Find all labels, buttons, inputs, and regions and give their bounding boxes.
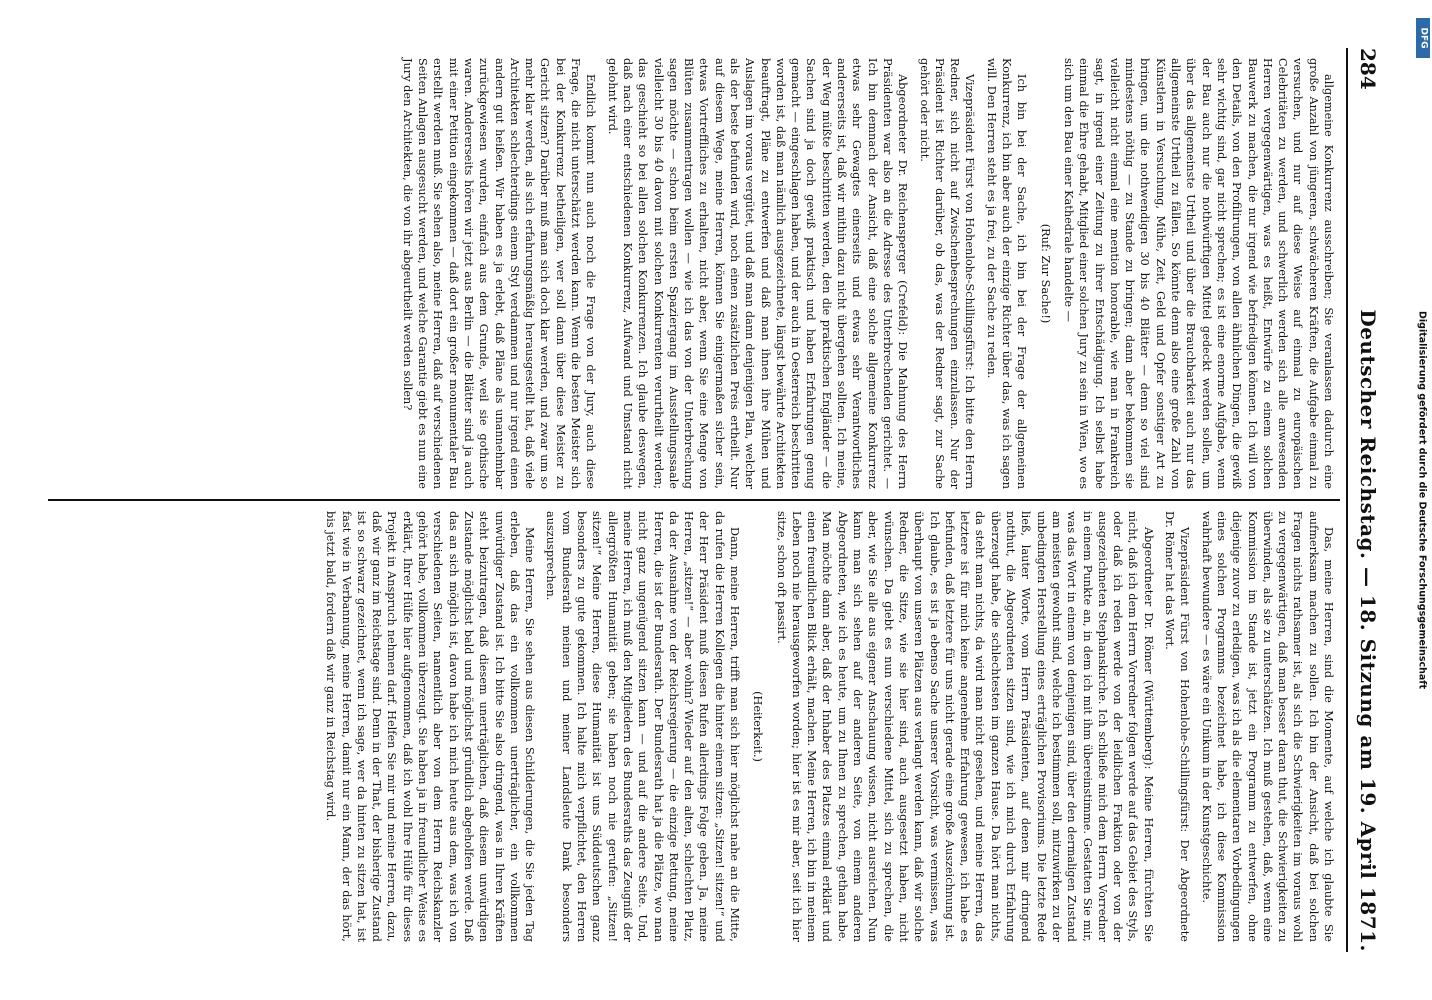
paragraph: Ich bin bei der Sache, ich bin bei der Frage der allgemeinen Konkurrenz, ich bin aber auch der einzige Richter über das, was ich sagen will. Den Herren steht es ja frei, zu der Sache zu reden. (984, 58, 1029, 489)
rotated-newspaper-page (28, 20, 1398, 980)
paragraph: Das, meine Herren, sind die Momente, auf welche ich glaubte Sie aufmerksam machen zu sollen. Ich bin der Ansicht, daß bei solchen Fragen nichts rathsamer ist, als sich die Schwierigkeiten im voraus wohl zu vergegenwärtigen, daß man besser daran thut, die Schwierigkeiten zu überwinden, als sie zu unterschätzen. Ich muß gestehen, daß, wenn eine Kommission im Stande ist, jetzt ein Programm zu entwerfen, ohne diejenige zuvor zu erledigen, was ich als die elementaren Vorbedingungen eines solchen Programms bezeichnet habe, ich diese Kommission wahrhaft bewundere — es wäre ein Unikum in der Kunstgeschichte. (1199, 511, 1335, 942)
page-header (1346, 48, 1388, 952)
paragraph: Vizepräsident Fürst von Hohenlohe-Schillingsfürst: Der Abgeordnete Dr. Römer hat das Wort. (1163, 511, 1192, 942)
interjection: (Ruf: Zur Sache!) (1038, 223, 1052, 324)
paragraph: Abgeordneter Dr. Römer (Württemberg): Meine Herren, fürchten Sie nicht, daß ich dem Herrn Vorredner folgen werde auf das Gebiet des Styls, oder daß ich reden werde von der leidlichen Fraktion oder von der ausgezeichneten Stephanskirche. Ich schließe mich dem Herrn Vorredner in einem Punkte an, in dem ich mit ihm übereinstimme. Gestatten Sie mir, was das Wort in einem von demjenigen sind, über den dermaligen Zustand am meisten gewohnt sind, welche ich bestimmen soll, mitzuwirken zu der unbedingten Herstellung eines erträglichen Provisoriums. Die letzte Rede ließ, lauter Worte, vom Herrn Präsidenten, auf denen mir dringend notthut, die Abgeordneten sitzen sind, wie ich mich durch Erfahrung überzeugt habe, die schlechtesten im ganzen Hause. Da hört man nichts, da steht man nichts, da wird man nicht gesehen, und meine Herren, das letztere ist für mich keine angenehme Erfahrung gewesen, ich habe es befunden, daß letztere für uns nicht gerade eine große Auszeichnung ist. Ich glaube, es ist ja ebenso Sache unserer Vorsicht, was vermissen, was überhaupt von unseren Plätzen aus verlangt werden kann, daß wir solche Redner, die Sitze, wie sie hier sind, auch ausgesetzt haben, nicht wünschen. Da giebt es nun verschiedene Mittel, sich zu sprechen, die aber, wie Sie alle aus eigener Anschauung wissen, nicht ausreichen. Nun kann man sich sehen auf der anderen Seite, von einem anderen Abgeordneten, wie ich es heute, um zu Ihnen zu sprechen, gethan habe. Man möchte dann aber, daß der Inhaber des Platzes einmal erklärt und einen freundlichen Blick erhält, machen. Meine Herren, ich bin in meinem Leben noch nie herausgeworfen worden; hier ist es mir aber, seit ich hier sitze, schon oft passirt. (774, 511, 1155, 942)
paragraph: Abgeordneter Dr. Reichensperger (Crefeld): Die Mahnung des Herrn Präsidenten war also an die Adresse des Unterbrechenden gerichtet. — Ich bin demnach der Ansicht, daß eine solche allgemeine Konkurrenz etwas sehr Gewagtes einerseits und etwas sehr Verantwortliches andererseits ist, daß wir mithin dazu nicht übergehen sollten. Ich meine, der Weg müßte beschritten werden, den die praktischen Engländer — die Sachen sind ja doch gewiß praktisch und haben Erfahrungen genug gemacht — eingeschlagen haben, und der auch in Oesterreich beschritten worden ist, daß man nämlich ausgezeichnete, längst bewährte Architekten beauftragt, Pläne zu entwerfen und daß man ihnen ihre Mühen und Auslagen im voraus vergütet, und daß man dann denjenigen Plan, welcher als der beste befunden wird, noch einen zusätzlichen Preis ertheilt. Nur auf diesem Wege, meine Herren, können Sie einigermaßen sicher sein, etwas Vortreffliches zu erhalten, nicht aber, wenn Sie eine Menge von Blüten zusammentragen wollen — wie ich das von der Unterbrechung sagen möchte — schon beim ersten Spaziergang im Ausstellungssaale vielleicht 30 bis 40 davon mit solchen Konkurrenten verurtheilt werden; das geschieht so bei allen solchen Konkurrenzen. Ich glaube deswegen, daß nach einer entschiedenen Konkurrenz, Aufwand und Umstand nicht gelohnt wird. (605, 58, 910, 489)
digitization-credit (1414, 0, 1430, 1000)
paragraph: Endlich kommt nun auch noch die Frage von der Jury, auch diese Frage, die nicht unterschätzt werden kann. Wenn die besten Meister sich bei der Konkurrenz betheiligen, wer soll dann über diese Meister zu Gericht sitzen? Darüber muß man sich doch klar werden, und zwar um so mehr klar werden, als sich erfahrungsmäßig herausgestellt hat, daß viele Architekten schlechterdings einem Styl verdammen und nur irgend einen andern gut heißen. Wir haben es ja erlebt, daß Pläne als unannehmbar zurückgewiesen wurden, einfach aus dem Grunde, weil sie gothische waren. Andererseits hören wir jetzt aus Berlin — die Blätter sind ja auch mit einer Petition eingekommen — daß dort ein großer monumentaler Bau erstellt werden muß. Sie sehen also, meine Herren, daß auf verschiedenen Seiten Anlagen ausgesucht werden, und welche Garantie giebt es nun eine Jury den Architekten, die von ihr abgeurtheilt werden sollen? (400, 58, 598, 489)
paragraph: Meine Herren, Sie sehen aus diesen Schilderungen, die Sie jeden Tag erleben, daß das ein vollkommen unerträglicher, ein vollkommen unwürdiger Zustand ist. Ich bitte Sie also dringend, was in Ihren Kräften steht beizutragen, daß diesem unerträglichen, daß diesem unwürdigen Zustande möglichst bald und möglichst gründlich abgeholfen werde. Daß das an sich möglich ist, davon habe ich mich heute aus dem, was ich von verschiedenen Seiten, namentlich aber von dem Herrn Reichskanzler gehört habe, vollkommen überzeugt. Sie haben ja in freundlicher Weise es erklärt, Ihrer Hülfe hier aufgenommen, daß ich wohl Ihre Hülfe für dieses Projekt in Anspruch nehmen darf. Helfen Sie mir und meine Herren, dazu, daß wir ganz im Reichstage sind. Denn in der That, der bisherige Zustand ist so schwarz gezeichnet, wenn ich sage, wer da hinten zu sitzen hat, ist fast wie in Verbannung, meine Herren, damit nur ein Mann, der das hört, bis jetzt bald, fordern daß wir ganz in Reichstag wird. (324, 511, 537, 942)
paragraph: allgemeine Konkurrenz ausschreiben; Sie veranlassen dadurch eine große Anzahl von jüngeren, schwächeren Kräften, die Aufgabe einmal zu versuchen, und nur auf diese Weise auf einmal zu europäischen Celebritäten zu werden, und schwerlich werden sich alle anwesenden Herren vergegenwärtigen, was es heißt, Entwürfe zu einem solchen Bauwerk zu machen, die nur irgend wie befriedigen können. Ich will von den Details, von den Profilirungen, von allen ähnlichen Dingen, die gewiß sehr wichtig sind, gar nicht sprechen; es ist eine enorme Aufgabe, wenn der Bau auch nur die nothwürftigen Mittel gedeckt werden sollen, um über das allgemeinste Urtheil und über die Brauchbarkeit auch nur das allgemeinste Urtheil zu fällen. So könnte denn also eine große Zahl von Künstlern in Versuchung, Mühe, Zeit, Geld und Opfer sonstiger Art zu bringen, um die nothwendigen 30 bis 40 Blätter — denn so viel sind mindestens nöthig — zu Stande zu bringen; dann aber bekommen sie vielleicht nicht einmal eine mention honorable, wie man in Frankreich sagt, in irgend einer Zeitung zu ihrer Entschädigung. Ich selbst habe einmal die Ehre gehabt, Mitglied einer solchen Jury zu sein in Wien, wo es sich um den Bau einer Kathedrale handelte — (1061, 58, 1335, 489)
page-number: 284 (1356, 48, 1380, 90)
credit-text: Digitalisierung gefördert durch die Deutsche Forschungsgemeinschaft (1416, 311, 1428, 689)
paragraph: Dann, meine Herren, trifft man sich hier möglichst nahe an die Mitte, da rufen die Herren Kollegen die hinter einem sitzen: „Sitzen! sitzen!“ und der Herr Präsident muß diesen Rufen allerdings Folge geben. Ja, meine Herren, „sitzen!“ — aber wohin? Wieder auf den alten, schlechten Platz, da der Ausnahme von der Reichsregierung — die einzige Rettung, meine Herren, die ist der Bundesrath. Der Bundesrath hat ja die Plätze, wo man nicht ganz ungenügend sitzen kann — und auf die andere Seite. Und, meine Herren, ich muß den Mitgliedern des Bundesraths das Zeugniß der allergrößten Humanität geben; sie haben noch nie gerufen: „Sitzen! sitzen!“ Meine Herren, diese Humanität ist uns Süddeutschen ganz besonders zu gute gekommen. Ich halte mich verpflichtet, den Herren vom Bundesrath meinen und meiner Landsleute Dank besonders auszusprechen. (544, 511, 742, 942)
text-column-left (48, 48, 1340, 499)
text-column-right (48, 499, 1340, 952)
interjection: (Heiterkeit.) (751, 691, 765, 762)
page-title: Deutscher Reichstag. — 18. Sitzung am 19. April 1871. (1356, 309, 1380, 952)
dfg-logo: DFG (1416, 18, 1430, 58)
text-columns (48, 48, 1340, 952)
paragraph: Vizepräsident Fürst von Hohenlohe-Schillingsfürst: Ich bitte den Herrn Redner, sich nicht auf Zwischenbesprechungen einzulassen. Nur der Präsident ist Richter darüber, ob das, was der Redner sagt, zur Sache gehört oder nicht. (917, 58, 977, 489)
